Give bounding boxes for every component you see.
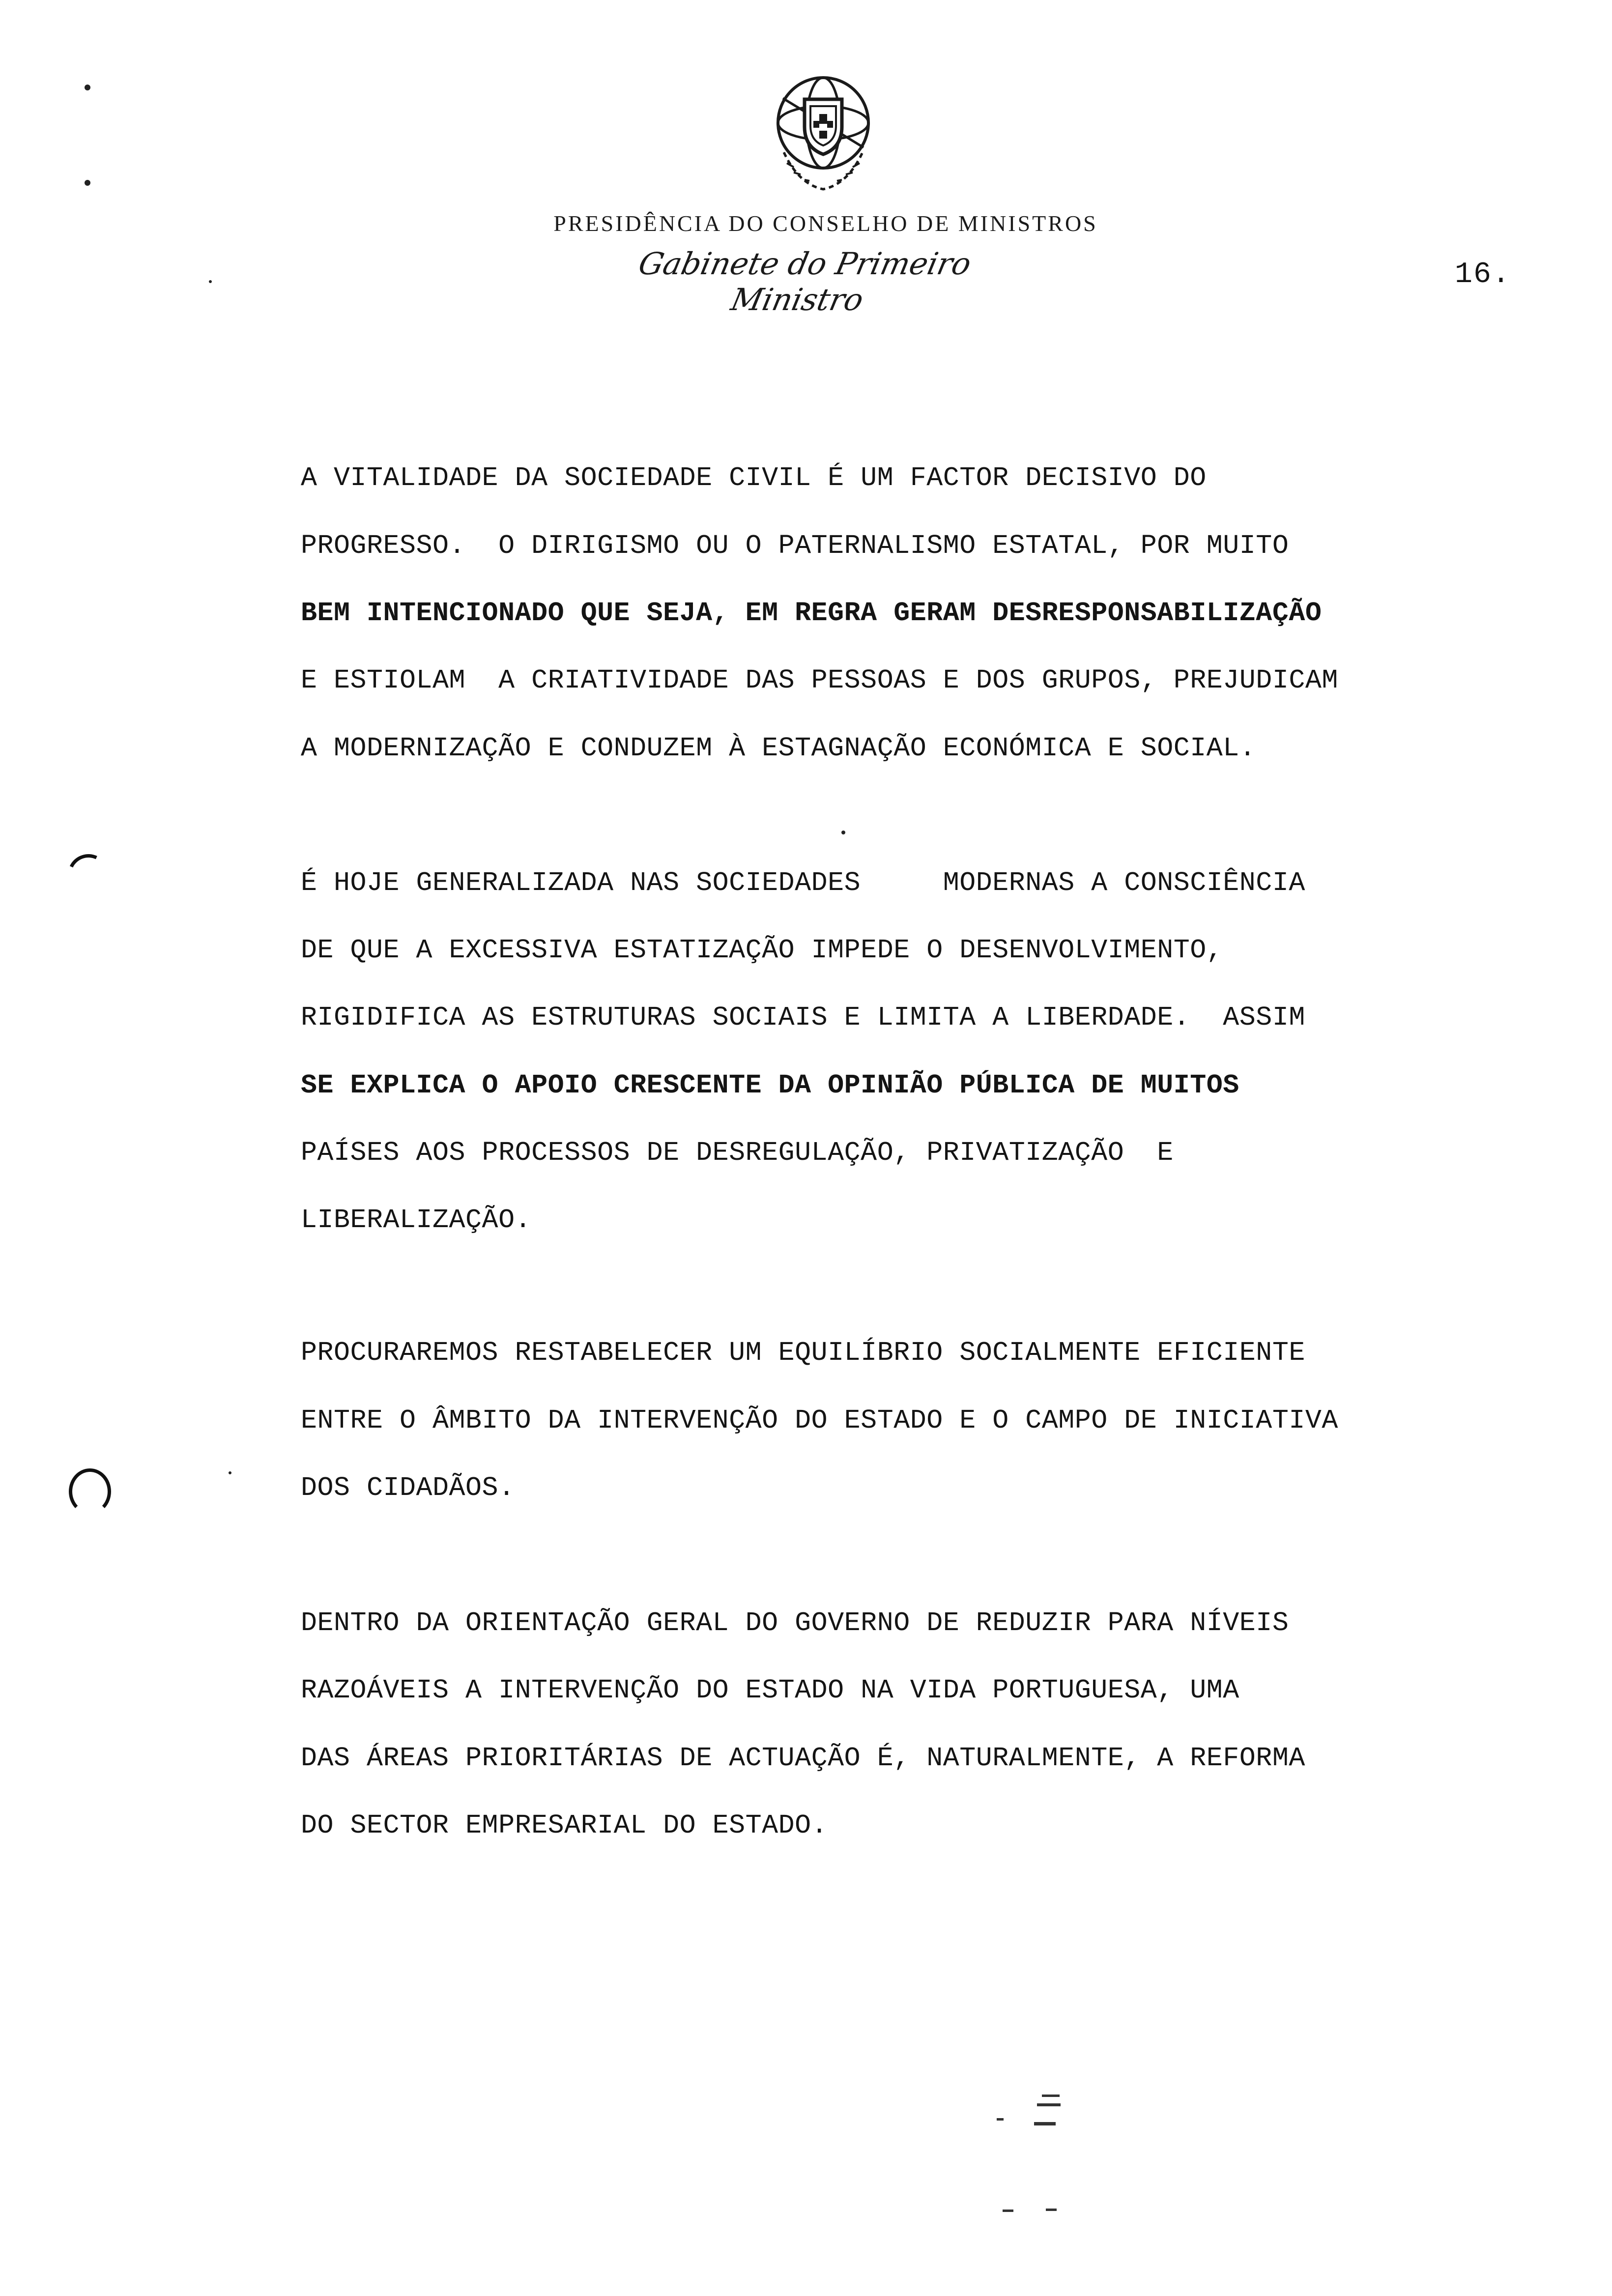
paragraph-3-line-3: DOS CIDADÃOS. [301, 1472, 515, 1503]
scan-speck [85, 180, 90, 186]
paragraph-1-line-3: BEM INTENCIONADO QUE SEJA, EM REGRA GERAM DESRESPONSABILIZAÇÃO [301, 598, 1322, 629]
paragraph-1-line-2: PROGRESSO. O DIRIGISMO OU O PATERNALISMO ESTATAL, POR MUITO [301, 530, 1289, 561]
page-number: 16. [1455, 258, 1511, 291]
paragraph-2-line-6: LIBERALIZAÇÃO. [301, 1205, 532, 1235]
paragraph-4-line-2: RAZOÁVEIS A INTERVENÇÃO DO ESTADO NA VIDA PORTUGUESA, UMA [301, 1675, 1239, 1706]
paragraph-4-line-4: DO SECTOR EMPRESARIAL DO ESTADO. [301, 1810, 828, 1841]
scan-mark [997, 2118, 1004, 2121]
scan-mark [1037, 2103, 1061, 2106]
paragraph-2-line-5: PAÍSES AOS PROCESSOS DE DESREGULAÇÃO, PRIVATIZAÇÃO E [301, 1137, 1174, 1168]
paragraph-1-line-1: A VITALIDADE DA SOCIEDADE CIVIL É UM FACTOR DECISIVO DO [301, 462, 1207, 493]
paragraph-2-line-4: SE EXPLICA O APOIO CRESCENTE DA OPINIÃO PÚBLICA DE MUITOS [301, 1070, 1239, 1101]
paragraph-3-line-2: ENTRE O ÂMBITO DA INTERVENÇÃO DO ESTADO E O CAMPO DE INICIATIVA [301, 1405, 1338, 1436]
scan-speck [85, 85, 90, 90]
scan-mark [1003, 2210, 1013, 2212]
paragraph-3-line-1: PROCURAREMOS RESTABELECER UM EQUILÍBRIO SOCIALMENTE EFICIENTE [301, 1337, 1305, 1368]
paragraph-4-line-3: DAS ÁREAS PRIORITÁRIAS DE ACTUAÇÃO É, NATURALMENTE, A REFORMA [301, 1743, 1305, 1774]
paragraph-4-line-1: DENTRO DA ORIENTAÇÃO GERAL DO GOVERNO DE REDUZIR PARA NÍVEIS [301, 1607, 1289, 1638]
organization-title: PRESIDÊNCIA DO CONSELHO DE MINISTROS [553, 211, 1098, 236]
scan-mark [1046, 2209, 1057, 2211]
paragraph-2-line-2: DE QUE A EXCESSIVA ESTATIZAÇÃO IMPEDE O DESENVOLVIMENTO, [301, 935, 1223, 966]
scan-mark [1034, 2122, 1056, 2125]
punch-hole-mark [62, 848, 115, 901]
scan-speck [229, 1471, 231, 1474]
scan-speck [841, 831, 845, 834]
paragraph-1-line-4: E ESTIOLAM A CRIATIVIDADE DAS PESSOAS E DOS GRUPOS, PREJUDICAM [301, 665, 1338, 696]
scan-mark [1042, 2095, 1060, 2097]
office-subtitle: Gabinete do Primeiro Ministro [635, 246, 975, 317]
punch-hole-mark [69, 1468, 111, 1515]
paragraph-2-line-3: RIGIDIFICA AS ESTRUTURAS SOCIAIS E LIMITA A LIBERDADE. ASSIM [301, 1002, 1305, 1033]
paragraph-1-line-5: A MODERNIZAÇÃO E CONDUZEM À ESTAGNAÇÃO ECONÓMICA E SOCIAL. [301, 733, 1256, 764]
scan-speck [209, 280, 212, 283]
coat-of-arms-emblem [764, 69, 882, 197]
paragraph-2-line-1: É HOJE GENERALIZADA NAS SOCIEDADES MODERNAS A CONSCIÊNCIA [301, 867, 1305, 898]
